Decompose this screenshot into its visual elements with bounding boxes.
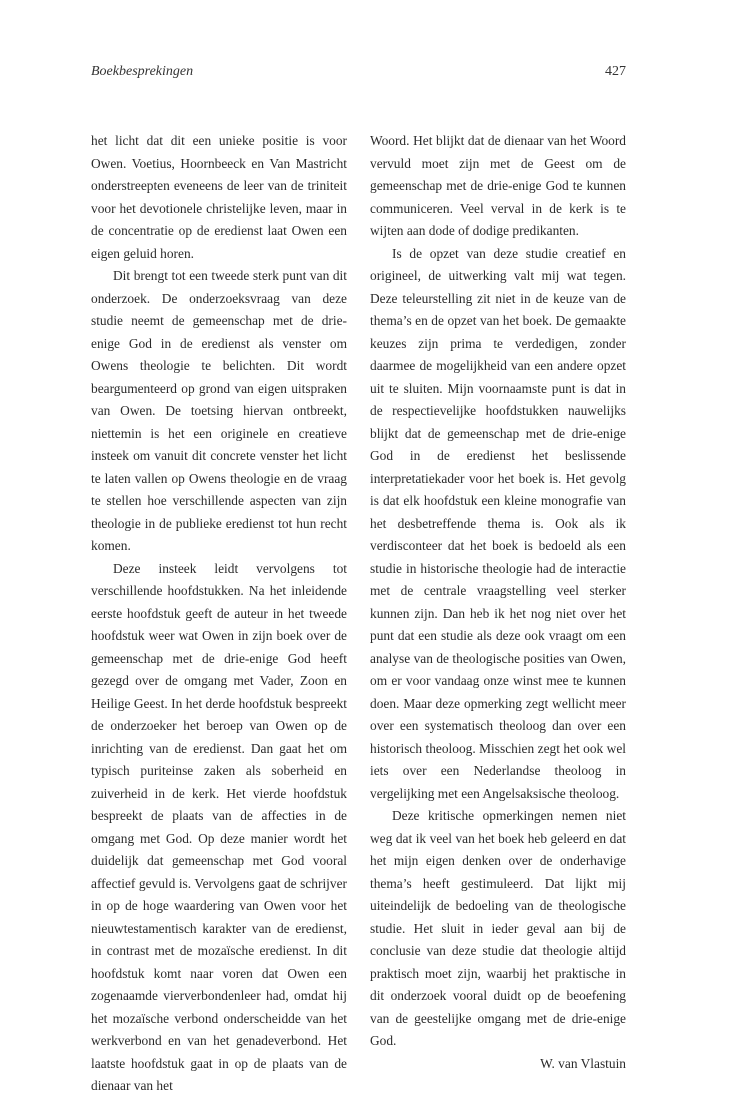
paragraph: het licht dat dit een unieke positie is voor Owen. Voetius, Hoornbeeck en Van Mastricht onderstreepten eveneens de leer van de triniteit voor het devotionele christelijke leven, maar in de concentratie op de eredienst laat Owen een eigen geluid horen. (91, 133, 347, 261)
running-head-title: Boekbesprekingen (91, 64, 194, 79)
paragraph: Deze kritische opmerkingen nemen niet weg dat ik veel van het boek heb geleerd en dat het mijn eigen denken over de onderhavige thema’s heeft gestimuleerd. Dat lijkt mij uiteindelijk de bedoeling van de theologische studie. Het sluit in ieder geval aan bij de conclusie van deze studie dat theologie altijd praktisch moet zijn, waarbij het praktische in dit onderzoek vooral duidt op de beoefening van de geestelijke omgang met de drie-enige God. (370, 808, 626, 1048)
paragraph: Is de opzet van deze studie creatief en origineel, de uitwerking valt mij wat tegen. Deze teleurstelling zit niet in de keuze van de thema’s en de opzet van het boek. De gemaakte keuzes zijn prima te verdedigen, zonder daarmee de mogelijkheid van een andere opzet uit te sluiten. Mijn voornaamste punt is dat in de respectievelijke hoofdstukken nauwelijks blijkt dat de gemeenschap met de drie-enige God in de eredienst het beslissende interpretatiekader voor het boek is. Het gevolg is dat elk hoofdstuk een kleine monografie van het desbetreffende thema is. Ook als ik verdisconteer dat het boek is bedoeld als een studie in historische theologie had de interactie met de centrale vraagstelling veel sterker kunnen zijn. Dan heb ik het nog niet over het punt dat een studie als deze ook vraagt om een analyse van de theologische posities van Owen, om er voor vandaag onze winst mee te kunnen doen. Maar deze opmerking zegt wellicht meer over een systematisch theoloog dan over een historisch theoloog. Misschien zegt het ook wel iets over een Nederlandse theoloog in vergelijking met een Angelsaksische theoloog. (370, 245, 626, 801)
page-number: 427 (605, 64, 626, 79)
paragraph: Dit brengt tot een tweede sterk punt van dit onderzoek. De onderzoeksvraag van deze studie neemt de gemeenschap met de drie-enige God in de eredienst als venster om Owens theologie te belichten. Dit wordt beargumenteerd op grond van eigen uitspraken van Owen. De toetsing hiervan ontbreekt, niettemin is het een originele en creatieve insteek om vanuit dit concrete venster het licht te laten vallen op Owens theologie en de vraag te stellen hoe verschillende aspecten van zijn theologie in de publieke eredienst tot hun recht komen. (91, 268, 347, 553)
right-text-column (370, 130, 626, 1075)
left-text-column (91, 130, 347, 1098)
paragraph: Deze insteek leidt vervolgens tot verschillende hoofdstukken. Na het inleidende eerste hoofdstuk geeft de auteur in het tweede hoofdstuk weer wat Owen in zijn boek over de gemeenschap met de drie-enige God heeft gezegd over de omgang met Vader, Zoon en Heilige Geest. In het derde hoofdstuk bespreekt de onderzoeker het beroep van Owen op de inrichting van de eredienst. Dan gaat het om typisch puriteinse zaken als soberheid en zuiverheid in de kerk. Het vierde hoofdstuk bespreekt de plaats van de affecties in de omgang met God. Op deze manier wordt het duidelijk dat gemeenschap met God vooral affectief gevuld is. Vervolgens gaat de schrijver in op de hoge waardering van Owen voor het nieuwtestamentisch karakter van de eredienst, in contrast met de mozaïsche eredienst. In dit hoofdstuk komt naar voren dat Owen een zogenaamde vierverbondenleer had, omdat hij het mozaïsche verbond onderscheidde van het werkverbond en van het genadeverbond. Het laatste hoofdstuk gaat in op de plaats van de dienaar van het (91, 560, 347, 1093)
review-signature: W. van Vlastuin (540, 1055, 626, 1071)
paragraph: Woord. Het blijkt dat de dienaar van het Woord vervuld moet zijn met de Geest om de gemeenschap met de drie-enige God te kunnen communiceren. Veel verval in de kerk is te wijten aan dode of dodige predikanten. (370, 133, 626, 238)
